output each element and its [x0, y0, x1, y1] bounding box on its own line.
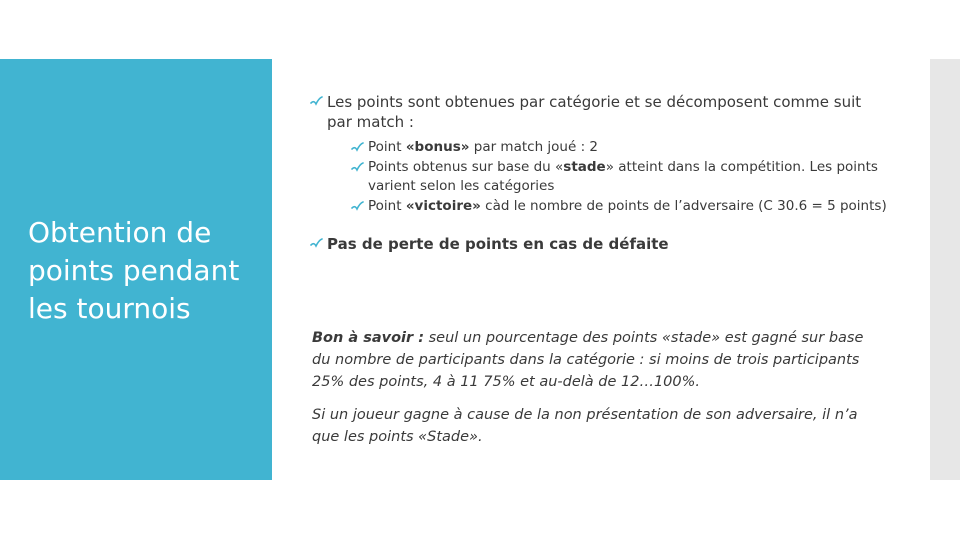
right-decorative-band [930, 59, 960, 480]
sub-bullet-list [351, 138, 890, 216]
sub-item-bold: stade [563, 159, 606, 175]
swoosh-bullet-icon [351, 142, 364, 153]
sub-item-text: càd le nombre de points de l’adversaire (C 30.6 = 5 points) [480, 198, 887, 214]
swoosh-bullet-icon [351, 201, 364, 212]
note-bon-a-savoir [312, 327, 882, 393]
swoosh-bullet-icon [310, 238, 323, 249]
swoosh-bullet-icon [310, 96, 323, 107]
note-forfeit: Si un joueur gagne à cause de la non présentation de son adversaire, il n’a que les points «Stade». [312, 407, 858, 445]
sub-item-victoire [351, 197, 890, 216]
bullet-list [310, 92, 890, 254]
bullet-item-intro [310, 92, 890, 216]
sub-item-stade [351, 158, 890, 196]
sub-item-bonus [351, 138, 890, 157]
bullet-item-no-loss [310, 234, 890, 254]
sub-item-bold: «bonus» [405, 139, 470, 155]
sub-item-text: Points obtenus sur base du « [368, 159, 564, 175]
sub-item-text: Point [368, 198, 406, 214]
sub-item-text: Point [368, 139, 406, 155]
no-loss-text: Pas de perte de points en cas de défaite [327, 235, 669, 253]
slide-title: Obtention de points pendant les tournois [28, 216, 240, 325]
note-text: seul un pourcentage des points «stade» est gagné sur base du nombre de participants dans la catégorie : si moins de trois participants 25% des points, 4 à 11 75% et au-delà de 12…100%. [312, 330, 864, 390]
sub-item-text: par match joué : 2 [469, 139, 599, 155]
swoosh-bullet-icon [351, 162, 364, 173]
note-label: Bon à savoir : [312, 330, 425, 346]
intro-text: Les points sont obtenues par catégorie et se décomposent comme suit par match : [327, 93, 862, 131]
sub-item-text: » atteint dans la compétition. Les points varient selon les catégories [368, 159, 878, 194]
sub-item-bold: «victoire» [405, 198, 481, 214]
content-area [310, 92, 890, 254]
